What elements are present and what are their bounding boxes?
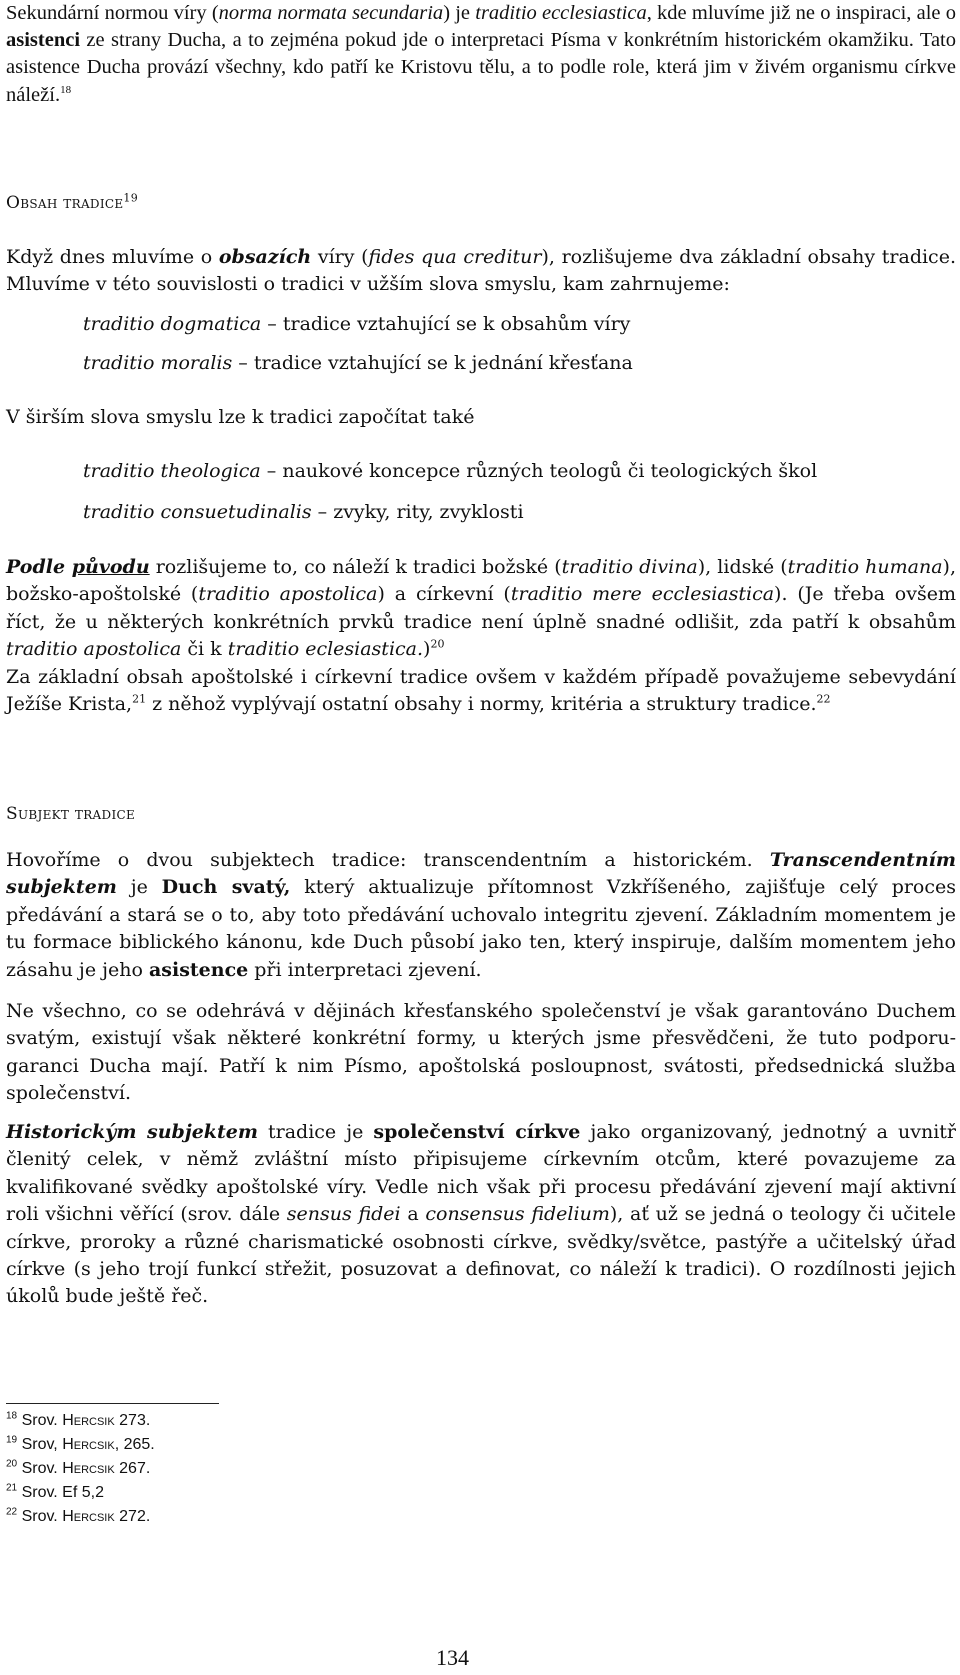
footnote-number: 18 (6, 1410, 18, 1422)
paragraph-contents (6, 244, 956, 299)
emphasis: norma normata secundaria (218, 2, 444, 24)
footnote-ref[interactable]: 20 (430, 637, 445, 651)
bold-term: asistence (148, 958, 249, 981)
list-item (83, 352, 633, 374)
bold-italic-term: Historickým subjektem (6, 1121, 258, 1143)
bold-italic-term: Podle (6, 556, 72, 578)
text: Srov. (21, 1412, 63, 1429)
bold-term: společenství církve (373, 1121, 581, 1143)
text: Srov. Ef 5,2 (21, 1484, 104, 1501)
text: který aktualizuje přítomnost Vzkříšeného, zajišťuje celý proces předávání a stará se o to, aby toto předávání uchovalo integritu zjevení. Základním momentem je tu formace biblického kánonu, kde Duch působí jako ten, který inspiruje, dalším momentem jeho zásahu je jeho (6, 876, 957, 981)
list-term: traditio dogmatica (83, 313, 262, 335)
bold-italic-term: obsazích (218, 246, 312, 268)
footnote-ref[interactable]: 18 (60, 83, 72, 96)
author-name: Hercsik (62, 1436, 115, 1453)
footnote-divider (6, 1403, 219, 1404)
emphasis: traditio apostolica (198, 583, 378, 606)
bold-term: Duch svatý, (161, 876, 291, 899)
emphasis: consensus fidelium (425, 1203, 610, 1226)
text: , 265. (114, 1436, 155, 1453)
heading-text: Obsah tradice (6, 193, 124, 213)
list-item (83, 501, 524, 523)
footnote-ref[interactable]: 21 (132, 693, 147, 707)
text: Srov, (21, 1436, 63, 1453)
paragraph-origin (6, 554, 956, 664)
footnote-number: 21 (6, 1482, 18, 1494)
emphasis: traditio apostolica (6, 638, 182, 661)
list-desc: – tradice vztahující se k obsahům víry (261, 313, 631, 335)
text: , kde mluvíme již ne o inspiraci, ale o (646, 2, 956, 24)
paragraph-two-subjects (6, 847, 956, 984)
text: 267. (114, 1460, 151, 1477)
text: Když dnes mluvíme o (6, 246, 219, 268)
text: ) (423, 638, 431, 661)
text: ). (Je třeba ovšem říct, že u některých konkrétních prvků tradice není úplně snadné odlišit, zda patří k obsahům (6, 583, 956, 633)
text: či k (181, 638, 228, 661)
paragraph-secondary-norm (6, 0, 956, 109)
list-item (83, 313, 630, 335)
page-number: 134 (436, 1645, 469, 1670)
emphasis: traditio ecclesiastica (475, 2, 647, 24)
text: ), lidské ( (697, 556, 788, 578)
text: ), rozlišujeme dva základní obsahy tradice. Mluvíme v této souvislosti o tradici v užším slova smyslu, kam zahrnujeme: (6, 246, 956, 296)
text: Srov. (21, 1508, 63, 1525)
bold-term: asistenci (6, 29, 81, 52)
emphasis: sensus fidei (286, 1203, 401, 1226)
footnote (6, 1484, 104, 1502)
section-heading-subject (6, 804, 135, 824)
list-item (83, 460, 817, 482)
heading-text: Subjekt tradice (6, 804, 136, 824)
text: ) a církevní ( (377, 583, 511, 606)
text: Za základní obsah apoštolské i církevní tradice ovšem v každém případě považujeme sebevydání Ježíše Krista, (6, 666, 956, 716)
footnote-ref[interactable]: 22 (816, 693, 831, 707)
text: Hovoříme o dvou subjektech tradice: transcendentním a historickém. (6, 849, 770, 871)
author-name: Hercsik (62, 1508, 115, 1525)
text: a (400, 1203, 426, 1226)
text: při interpretaci zjevení. (248, 958, 482, 981)
list-desc: – zvyky, rity, zvyklosti (311, 501, 524, 523)
text: ), ať už se jedná o teology či učitele církve, proroky a různé charismatické osobnosti církve, svědky/světce, pastýře a učitelský úřad církve (s jeho trojí funkcí střežit, posuzovat a definovat, co náleží k tradici). O rozdílnosti jejich úkolů bude ještě řeč. (6, 1203, 956, 1308)
text: ), božsko-apoštolské ( (6, 556, 956, 606)
list-term: traditio theologica (83, 460, 261, 482)
list-desc: – tradice vztahující se k jednání křesťana (232, 352, 633, 374)
footnote-ref[interactable]: 19 (123, 191, 139, 205)
text: Ne všechno, co se odehrává v dějinách křesťanského společenství je však garantováno Duchem svatým, existují však některé konkrétní formy, u kterých jsme přesvědčeni, že tuto podporu-garanci Ducha mají. Patří k nim Písmo, apoštolská posloupnost, svátosti, předsednická služba společenství. (6, 1000, 956, 1105)
text: jako organizovaný, jednotný a uvnitř členitý celek, v němž zvláštní místo připisujeme církevním otcům, které povazujeme za kvalifikované svědky apoštolské víry. Vedle nich však při procesu předávání zjevení mají aktivní roli všichni věřící (srov. dále (6, 1121, 956, 1226)
footnote-number: 19 (6, 1434, 18, 1446)
author-name: Hercsik (62, 1412, 115, 1429)
section-heading-content (6, 193, 138, 213)
emphasis: traditio humana (787, 556, 943, 578)
text: je (116, 876, 162, 899)
emphasis: traditio divina (561, 556, 698, 578)
text: rozlišujeme to, co náleží k tradici božské ( (149, 556, 562, 578)
text: ) je (443, 2, 476, 24)
emphasis: fides qua creditur (368, 246, 542, 268)
paragraph-historical-subject (6, 1119, 956, 1311)
footnote (6, 1460, 150, 1478)
footnote-number: 22 (6, 1506, 18, 1518)
text: tradice je (257, 1121, 374, 1143)
list-term: traditio moralis (83, 352, 233, 374)
text: Srov. (21, 1460, 63, 1477)
emphasis: traditio eclesiastica. (227, 638, 424, 661)
footnote (6, 1412, 150, 1430)
text: V širším slova smyslu lze k tradici započítat také (6, 406, 475, 428)
list-term: traditio consuetudinalis (83, 501, 312, 523)
bold-italic-term: Transcendentním subjektem (6, 849, 956, 899)
author-name: Hercsik (62, 1460, 115, 1477)
paragraph-basic-content (6, 664, 956, 719)
text: z něhož vyplývají ostatní obsahy i normy, kritéria a struktury tradice. (146, 693, 817, 716)
paragraph-not-everything (6, 998, 956, 1108)
list-desc: – naukové koncepce různých teologů či teologických škol (260, 460, 818, 482)
text: víry ( (311, 246, 369, 268)
text: 273. (114, 1412, 151, 1429)
text: 272. (114, 1508, 151, 1525)
paragraph-broader-sense (6, 404, 956, 431)
emphasis: traditio mere ecclesiastica (510, 583, 775, 606)
text: Sekundární normou víry ( (6, 2, 219, 24)
underlined-term: původu (71, 556, 150, 578)
footnote (6, 1436, 155, 1454)
text: ze strany Ducha, a to zejména pokud jde o interpretaci Písma v konkrétním historickém okamžiku. Tato asistence Ducha provází všechny, kdo patří ke Kristovu tělu, a to podle role, která jim v živém organismu církve náleží. (6, 29, 956, 106)
footnote-number: 20 (6, 1458, 18, 1470)
footnote (6, 1508, 150, 1526)
